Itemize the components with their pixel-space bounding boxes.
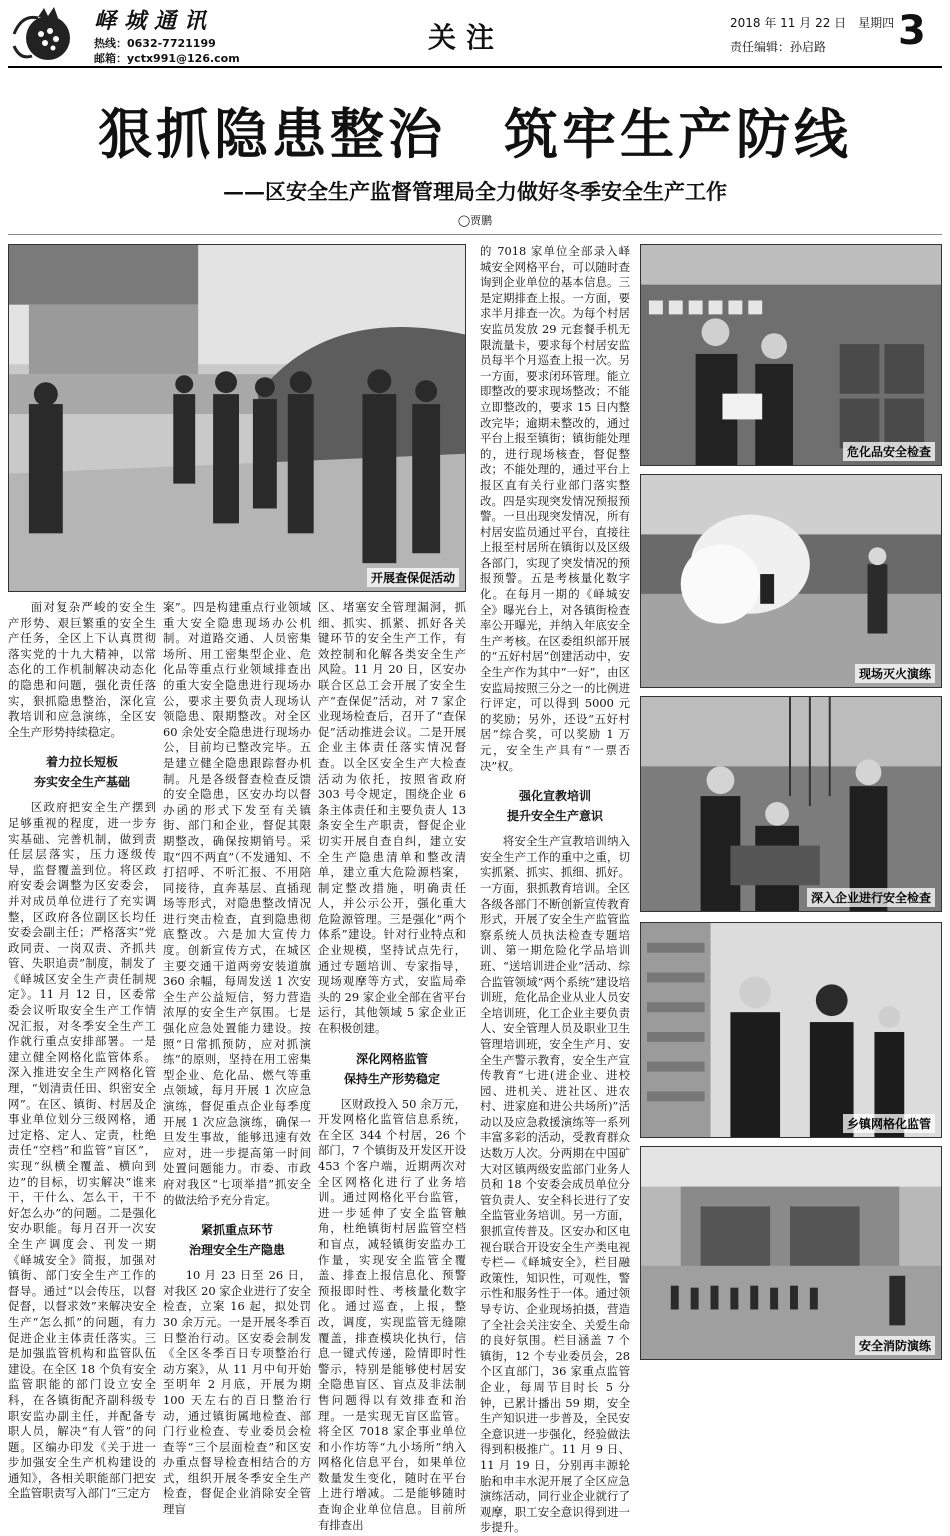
photo-hazchem-inspection	[640, 244, 942, 466]
paper-name: 峄城通讯	[94, 8, 215, 34]
section-subheading: 治理安全生产隐患	[188, 1243, 285, 1258]
photo-inspection-activity	[8, 244, 466, 592]
section-subheading: 保持生产形势稳定	[343, 1071, 440, 1086]
paragraph: 区财政投入 50 余万元，开发网格化监管信息系统，在全区 344 个村居，26 个部门，7 个镇街及开发区开设 453 个客户端，近期两次对全区网格化进行了业务培训。通过网格化平台监管，进一步延伸了安全监管触角，杜绝镇街村居监管空档和盲点，减轻镇街安监办工作量，实现安全监管全覆盖、排查上报信息化、预警预报即时性、考核量化数字化。通过巡查，上报，整改，调度，实现监管无缝隙覆盖，排查模块化执行，信息一键式传递，险情即时性警示，特别是能够使村居安全隐患盲区、盲点及非法制售问题得以有效排查和治理。一是实现无盲区监管。将全区 7018 家企事业单位和小作坊等“九小场所”纳入网格化信息平台，如果单位数量发生变化，随时在平台上进行增减。二是能够随时查询企业单位信息。目前所有排查出	[318, 1096, 466, 1532]
page-number: 3	[898, 8, 926, 54]
text-column-4	[480, 244, 630, 1535]
paragraph: 将安全生产宣教培训纳入安全生产工作的重中之重，切实抓紧、抓实、抓细、抓好。一方面，狠抓教育培训。全区各级各部门不断创新宣传教育形式，开展了安全生产监管监察系统人员执法检查专题培训、第一期危险化学品培训班、“送培训进企业”活动、综合监管领域“两个系统”建设培训班，危化品企业从业人员安全培训班，化工企业主要负责人、安全管理人员及职业卫生管理培训班，安全生产月、安全生产警示教育，安全生产宣传教育“七进(进企业、进校园、进机关、进社区、进农村、进家庭和进公共场所)”活动以及应急救援演练等一系列丰富多彩的活动，受教育群众达数万人次。分两期在中国矿大对区镇两级安监部门业务人员和 18 个安委会成员单位分管负责人、安全科长进行了安全监管业务培训。另一方面，狠抓宣传普及。区安办和区电视台联合开设安全生产类电视专栏—《峄城安全》，栏目融政策性，知识性，可观性，警示性和服务性于一体。通过领导专访、企业现场拍摄，营造了全社会关注安全、关爱生命的良好氛围。栏目涵盖 7 个镇街，12 个专业委员会，28 个区直部门，36 家重点监管企业，每周节目时长 5 分钟，已累计播出 59 期，安全生产知识进一步普及，全民安全意识进一步强化，经验做法得到积极推广。11 月 9 日、11 月 19 日，分别再丰源轮胎和申丰水泥开展了全区应急演练活动，同行业企业就行了观摩，职工安全意识得到进一步提升。	[480, 834, 630, 1535]
text-column-3	[318, 600, 466, 1532]
fire-safety-photo-image	[641, 1147, 941, 1359]
photo-caption: 深入企业进行安全检查	[807, 888, 935, 907]
photo-grid-supervision	[640, 922, 942, 1138]
photo-caption: 安全消防演练	[855, 1336, 935, 1355]
section-heading: 着力拉长短板	[45, 755, 118, 770]
text-column-1	[8, 600, 156, 1501]
section-heading: 深化网格监管	[355, 1051, 428, 1066]
photo-enterprise-inspection	[640, 696, 942, 912]
paragraph: 案”。四是构建重点行业领域重大安全隐患现场办公机制。对道路交通、人员密集场所、用工密集型企业、危化品等重点行业领域排查出的重大安全隐患进行现场办公，要求主要负责人现场认领隐患、限期整改。对全区 60 余处安全隐患进行现场办公，目前均已整改完毕。五是建立健全隐患跟踪督办机制。凡是各级督查检查反馈的安全隐患，区安办均以督办函的形式下发至有关镇街、部门和企业，督促其限期整改，确保按期销号。采取“四不两直”（不发通知、不打招呼、不听汇报、不用陪同接待，直奔基层、直插现场等形式，对隐患整改情况进行突击检查，直到隐患彻底整改。六是加大宣传力度。创新宣传方式，在城区主要交通干道两旁安装道旗 360 余幅，每周发送 1 次安全生产公益短信，努力营造浓厚的安全生产氛围。七是强化应急处置能力建设。按照“日常抓预防，应对抓演练”的原则，坚持在用工密集型企业、危化品、燃气等重点领域，每月开展 1 次应急演练，督促重点企业每季度开展 1 次应急演练，确保一旦发生事故，能够迅速有效应对，进一步提高第一时间处置问题能力。市委、市政府对我区“七项举措”抓安全的做法给予充分肯定。	[163, 600, 311, 1207]
paragraph: 区政府把安全生产摆到足够重视的程度，进一步夯实基础、完善机制，做到责任层层落实，压力逐级传导，监督覆盖到位。将区政府安委会调整为区安委会，并对成员单位进行了充实调整，区政府各位副区长均任安委会副主任；严格落实“党政同责、一岗双责、齐抓共管、失职追责”制度，制发了《峄城区安全生产责任制规定》。11 月 12 日，区委常委会议听取安全生产工作情况汇报，对冬季安全生产工作就行重点安排部署。一是建立健全网格化监管体系。深入推进安全生产网格化管理，“划清责任田、织密安全网”。在区、镇街、村居及企事业单位划分三级网格，通过定格、定人、定责，杜绝责任“空档”和监管“盲区”，实现“纵横全覆盖、横向到边”的目标，切实解决“谁来干，干什么、怎么干，干不好怎么办”的问题。二是强化安办职能。每月召开一次安全生产调度会、刊发一期《峄城安全》简报，加强对镇街、部门安全生产工作的督导。通过“以会传压，以督促督，以督求效”来解决安全生产“怎么抓”的问题，有力促进企业主体责任落实。三是加强监管机构和监管队伍建设。在全区 18 个负有安全监管职能的部门设立安全科，在各镇街配齐副科级专职安监办副主任，并配备专职人员，解决“有人管”的问题。区编办印发《关于进一步加强安全生产机构建设的通知》，各相关职能部门把安全监管职责写入部门“三定方	[8, 800, 156, 1501]
subheadline: ——区安全生产监督管理局全力做好冬季安全生产工作	[223, 179, 727, 204]
headline-divider	[8, 234, 942, 235]
fire-drill-photo-image	[641, 475, 941, 687]
pomegranate-logo-icon	[8, 4, 86, 66]
hotline-label: 热线：	[94, 37, 127, 50]
photo-caption: 现场灭火演练	[855, 664, 935, 683]
masthead	[0, 0, 950, 72]
issue-date: 2018 年 11 月 22 日 星期四	[730, 16, 895, 30]
section-heading: 紧抓重点环节	[200, 1223, 273, 1238]
grid-supervision-photo-image	[641, 923, 941, 1137]
hotline-number: 0632-7721199	[127, 37, 216, 50]
headline: 狠抓隐患整治 筑牢生产防线	[98, 103, 852, 166]
photo-fire-drill	[640, 474, 942, 688]
text-column-2	[163, 600, 311, 1517]
paragraph: 区、堵塞安全管理漏洞，抓细、抓实、抓紧、抓好各关键环节的安全生产工作，有效控制和化解各类安全生产风险。11 月 20 日，区安办联合区总工会开展了安全生产“查保促”活动，对 7 家企业现场检查后，召开了“查保促”活动推进会议。二是开展企业主体责任落实情况督查。以全区安全生产大检查活动为依托，按照省政府 303 号令规定，围绕企业 6 条主体责任和主要负责人 13 条安全生产职责，督促企业切实开展自查自纠，建立安全生产隐患清单和整改清单，建立重大危险源档案，制定整改措施，明确责任人，并公示公开，强化重大危险源管理。三是强化“两个体系”建设。针对行业特点和企业规模，坚持试点先行，通过专题培训、专家指导，现场观摩等方式，安监局牵头的 29 家企业全部在省平台运行，其他领域 5 家企业正在积极创建。	[318, 600, 466, 1036]
responsible-editor: 责任编辑：孙启路	[730, 40, 827, 54]
email-label: 邮箱：	[94, 52, 127, 65]
inspection-photo-image	[9, 245, 465, 591]
section-subheading: 夯实安全生产基础	[33, 775, 130, 790]
paragraph: 10 月 23 日至 26 日，对我区 20 家企业进行了安全检查，立案 16 起，拟处罚 30 余万元。一是开展冬季百日整治行动。区安委会制发《全区冬季百日专项整治行动方案》，从 11 月中旬开始至明年 2 月底，开展为期 100 天左右的百日整治行动，通过镇街属地检查、部门行业检查、专业委员会检查等“三个层面检查”和区安办重点督导检查相结合的方式，组织开展冬季安全生产检查，督促企业消除安全管理盲	[163, 1268, 311, 1517]
photo-caption: 开展查保促活动	[367, 568, 459, 587]
email-address: yctx991@126.com	[127, 52, 240, 65]
section-subheading: 提升安全生产意识	[506, 809, 603, 824]
section-heading: 强化宣教培训	[518, 789, 591, 804]
contact-info	[94, 36, 240, 66]
photo-caption: 危化品安全检查	[843, 442, 935, 461]
photo-caption: 乡镇网格化监管	[843, 1114, 935, 1133]
paragraph: 的 7018 家单位全部录入峄城安全网格平台，可以随时查询到企业单位的基本信息。三是定期排查上报。一方面，要求半月排查一次。为每个村居安监员发放 29 元套餐手机无限流量卡，要求每个村居安监员每半个月巡查上报一次。另一方面，要求闭环管理。能立即整改的要求现场整改；不能立即整改的，要求 15 日内整改完毕；逾期未整改的，通过平台上报至镇街；镇街能处理的，进行现场核查，督促整改；不能处理的，通过平台上报区直有关行业部门落实整改。四是实现突发情况预报预警。一旦出现突发情况，所有村居安监员通过平台，直接往上报至村居所在镇街以及区级各部门，实现了突发情况的预报预警。五是考核量化数字化。在每月一期的《峄城安全》曝光台上，对各镇街检查率公开曝光，并纳入年底安全生产考核。在区委组织部开展的“五好村居”创建活动中，安全生产作为其中“一好”，由区安监局按照三分之一的比例进行评定，可以得到 5000 元的奖励；另外，还设“五好村居”综合奖，可以奖励 1 万元，安全生产具有“一票否决”权。	[480, 244, 630, 773]
byline: ◯贾鹏	[457, 214, 493, 227]
photo-fire-safety-drill	[640, 1146, 942, 1360]
hazchem-photo-image	[641, 245, 941, 465]
section-title: 关注	[428, 21, 505, 54]
masthead-divider	[8, 66, 942, 68]
enterprise-photo-image	[641, 697, 941, 911]
paragraph: 面对复杂严峻的安全生产形势、艰巨繁重的安全生产任务，全区上下认真贯彻落实党的十九大精神，以常态化的工作机制解决动态化的隐患和问题，强化责任落实，狠抓隐患整治，深化宣教培训和应急演练，全区安全生产形势持续稳定。	[8, 600, 156, 739]
